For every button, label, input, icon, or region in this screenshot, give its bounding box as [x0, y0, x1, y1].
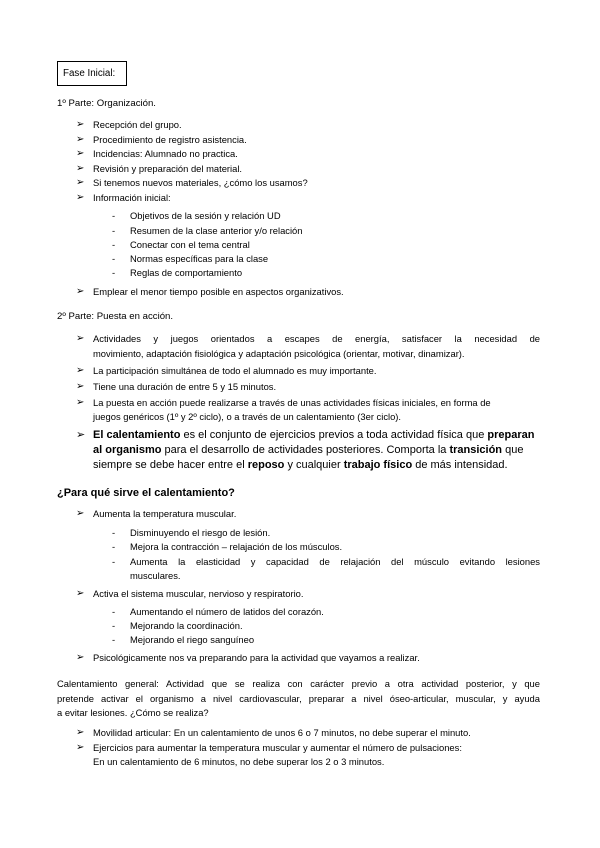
arrow-bullet-icon: ➢	[76, 727, 85, 738]
bold-term: El calentamiento	[93, 429, 181, 441]
sub-item-text: Resumen de la clase anterior y/o relación	[130, 225, 303, 236]
dash-bullet: -	[112, 253, 116, 264]
dash-bullet: -	[112, 225, 116, 236]
calentamiento-line-3	[93, 458, 508, 473]
arrow-bullet-icon: ➢	[76, 365, 85, 376]
inline-text: de más intensidad.	[412, 459, 508, 471]
list-item-text: Incidencias: Alumnado no practica.	[93, 148, 238, 159]
calentamiento-line-1	[93, 428, 534, 443]
arrow-bullet-icon: ➢	[76, 742, 85, 753]
arrow-bullet-icon: ➢	[76, 148, 85, 159]
section-heading-question: ¿Para qué sirve el calentamiento?	[57, 487, 235, 499]
list-item-text-line: juegos genéricos (1º y 2º ciclo), o a través de un calentamiento (3er ciclo).	[93, 411, 402, 422]
list-item-text: Información inicial:	[93, 192, 171, 203]
dash-bullet: -	[112, 210, 116, 221]
sub-item-text: Mejorando el riego sanguíneo	[130, 634, 255, 645]
dash-bullet: -	[112, 541, 116, 552]
list-item-text-line: movimiento, adaptación fisiológica y adaptación psicológica (orientar, motivar, dinamizar).	[93, 348, 465, 359]
arrow-bullet-icon: ➢	[76, 397, 85, 408]
list-item-text-line: La puesta en acción puede realizarse a través de unas actividades físicas iniciales, en forma de	[93, 397, 491, 408]
list-item-text: Procedimiento de registro asistencia.	[93, 134, 247, 145]
list-item-text: Emplear el menor tiempo posible en aspectos organizativos.	[93, 286, 344, 297]
inline-text: que	[502, 444, 524, 456]
list-item-text: La participación simultánea de todo el alumnado es muy importante.	[93, 365, 377, 376]
part1-heading: 1º Parte: Organización.	[57, 98, 156, 109]
sub-item-text: Mejora la contracción – relajación de los músculos.	[130, 541, 343, 552]
inline-text: siempre se debe hacer entre el	[93, 459, 248, 471]
paragraph-line: Calentamiento general: Actividad que se realiza con carácter previo a otra actividad posterior, y que	[57, 678, 540, 689]
dash-bullet: -	[112, 620, 116, 631]
paragraph-line: pretende activar el organismo a nivel cardiovascular, preparar a nivel óseo-articular, muscular, y ayuda	[57, 693, 540, 704]
sub-item-text: Conectar con el tema central	[130, 239, 250, 250]
calentamiento-line-2	[93, 443, 523, 458]
phase-title-box: Fase Inicial:	[57, 61, 127, 86]
arrow-bullet-icon: ➢	[76, 163, 85, 174]
sub-item-text-line: Aumenta la elasticidad y capacidad de relajación del músculo evitando lesiones	[130, 556, 540, 567]
bold-term: transición	[449, 444, 503, 456]
dash-bullet: -	[112, 634, 116, 645]
list-item-text: Activa el sistema muscular, nervioso y respiratorio.	[93, 588, 304, 599]
arrow-bullet-icon: ➢	[76, 381, 85, 392]
sub-item-text: Normas específicas para la clase	[130, 253, 269, 264]
arrow-bullet-icon: ➢	[76, 286, 85, 297]
arrow-bullet-icon: ➢	[76, 192, 85, 203]
sub-item-text: Reglas de comportamiento	[130, 267, 243, 278]
list-item-text-line: Ejercicios para aumentar la temperatura muscular y aumentar el número de pulsaciones:	[93, 742, 462, 753]
bold-term: al organismo	[93, 444, 162, 456]
paragraph-line: a evitar lesiones. ¿Cómo se realiza?	[57, 707, 209, 718]
inline-text: y cualquier	[284, 459, 344, 471]
list-item-text-line: En un calentamiento de 6 minutos, no debe superar los 2 o 3 minutos.	[93, 756, 385, 767]
arrow-bullet-icon: ➢	[76, 134, 85, 145]
dash-bullet: -	[112, 239, 116, 250]
list-item-text: Tiene una duración de entre 5 y 15 minutos.	[93, 381, 277, 392]
bold-term: trabajo físico	[343, 459, 413, 471]
inline-text: es el conjunto de ejercicios previos a toda actividad física que	[180, 429, 488, 441]
arrow-bullet-icon: ➢	[76, 588, 85, 599]
list-item-text: Recepción del grupo.	[93, 119, 182, 130]
dash-bullet: -	[112, 606, 116, 617]
sub-item-text: Disminuyendo el riesgo de lesión.	[130, 527, 271, 538]
sub-item-text: Aumentando el número de latidos del corazón.	[130, 606, 324, 617]
sub-item-text: Mejorando la coordinación.	[130, 620, 243, 631]
arrow-bullet-icon: ➢	[76, 652, 85, 663]
arrow-bullet-icon: ➢	[76, 177, 85, 188]
arrow-bullet-icon: ➢	[76, 119, 85, 130]
arrow-bullet-icon: ➢	[76, 333, 85, 344]
list-item-text: Aumenta la temperatura muscular.	[93, 508, 237, 519]
arrow-bullet-icon: ➢	[76, 508, 85, 519]
dash-bullet: -	[112, 556, 116, 567]
list-item-text: Movilidad articular: En un calentamiento de unos 6 o 7 minutos, no debe superar el minuto.	[93, 727, 471, 738]
inline-text: para el desarrollo de actividades posteriores. Comporta la	[161, 444, 450, 456]
list-item-text-line: Actividades y juegos orientados a escapes de energía, satisfacer la necesidad de	[93, 333, 540, 344]
bold-term: reposo	[247, 459, 285, 471]
sub-item-text: Objetivos de la sesión y relación UD	[130, 210, 281, 221]
list-item-text: Si tenemos nuevos materiales, ¿cómo los usamos?	[93, 177, 308, 188]
dash-bullet: -	[112, 267, 116, 278]
sub-item-text-line: musculares.	[130, 570, 181, 581]
arrow-bullet-icon: ➢	[76, 429, 86, 441]
list-item-text: Revisión y preparación del material.	[93, 163, 243, 174]
list-item-text: Psicológicamente nos va preparando para la actividad que vayamos a realizar.	[93, 652, 420, 663]
part2-heading: 2º Parte: Puesta en acción.	[57, 311, 174, 322]
bold-term: preparan	[487, 429, 535, 441]
dash-bullet: -	[112, 527, 116, 538]
